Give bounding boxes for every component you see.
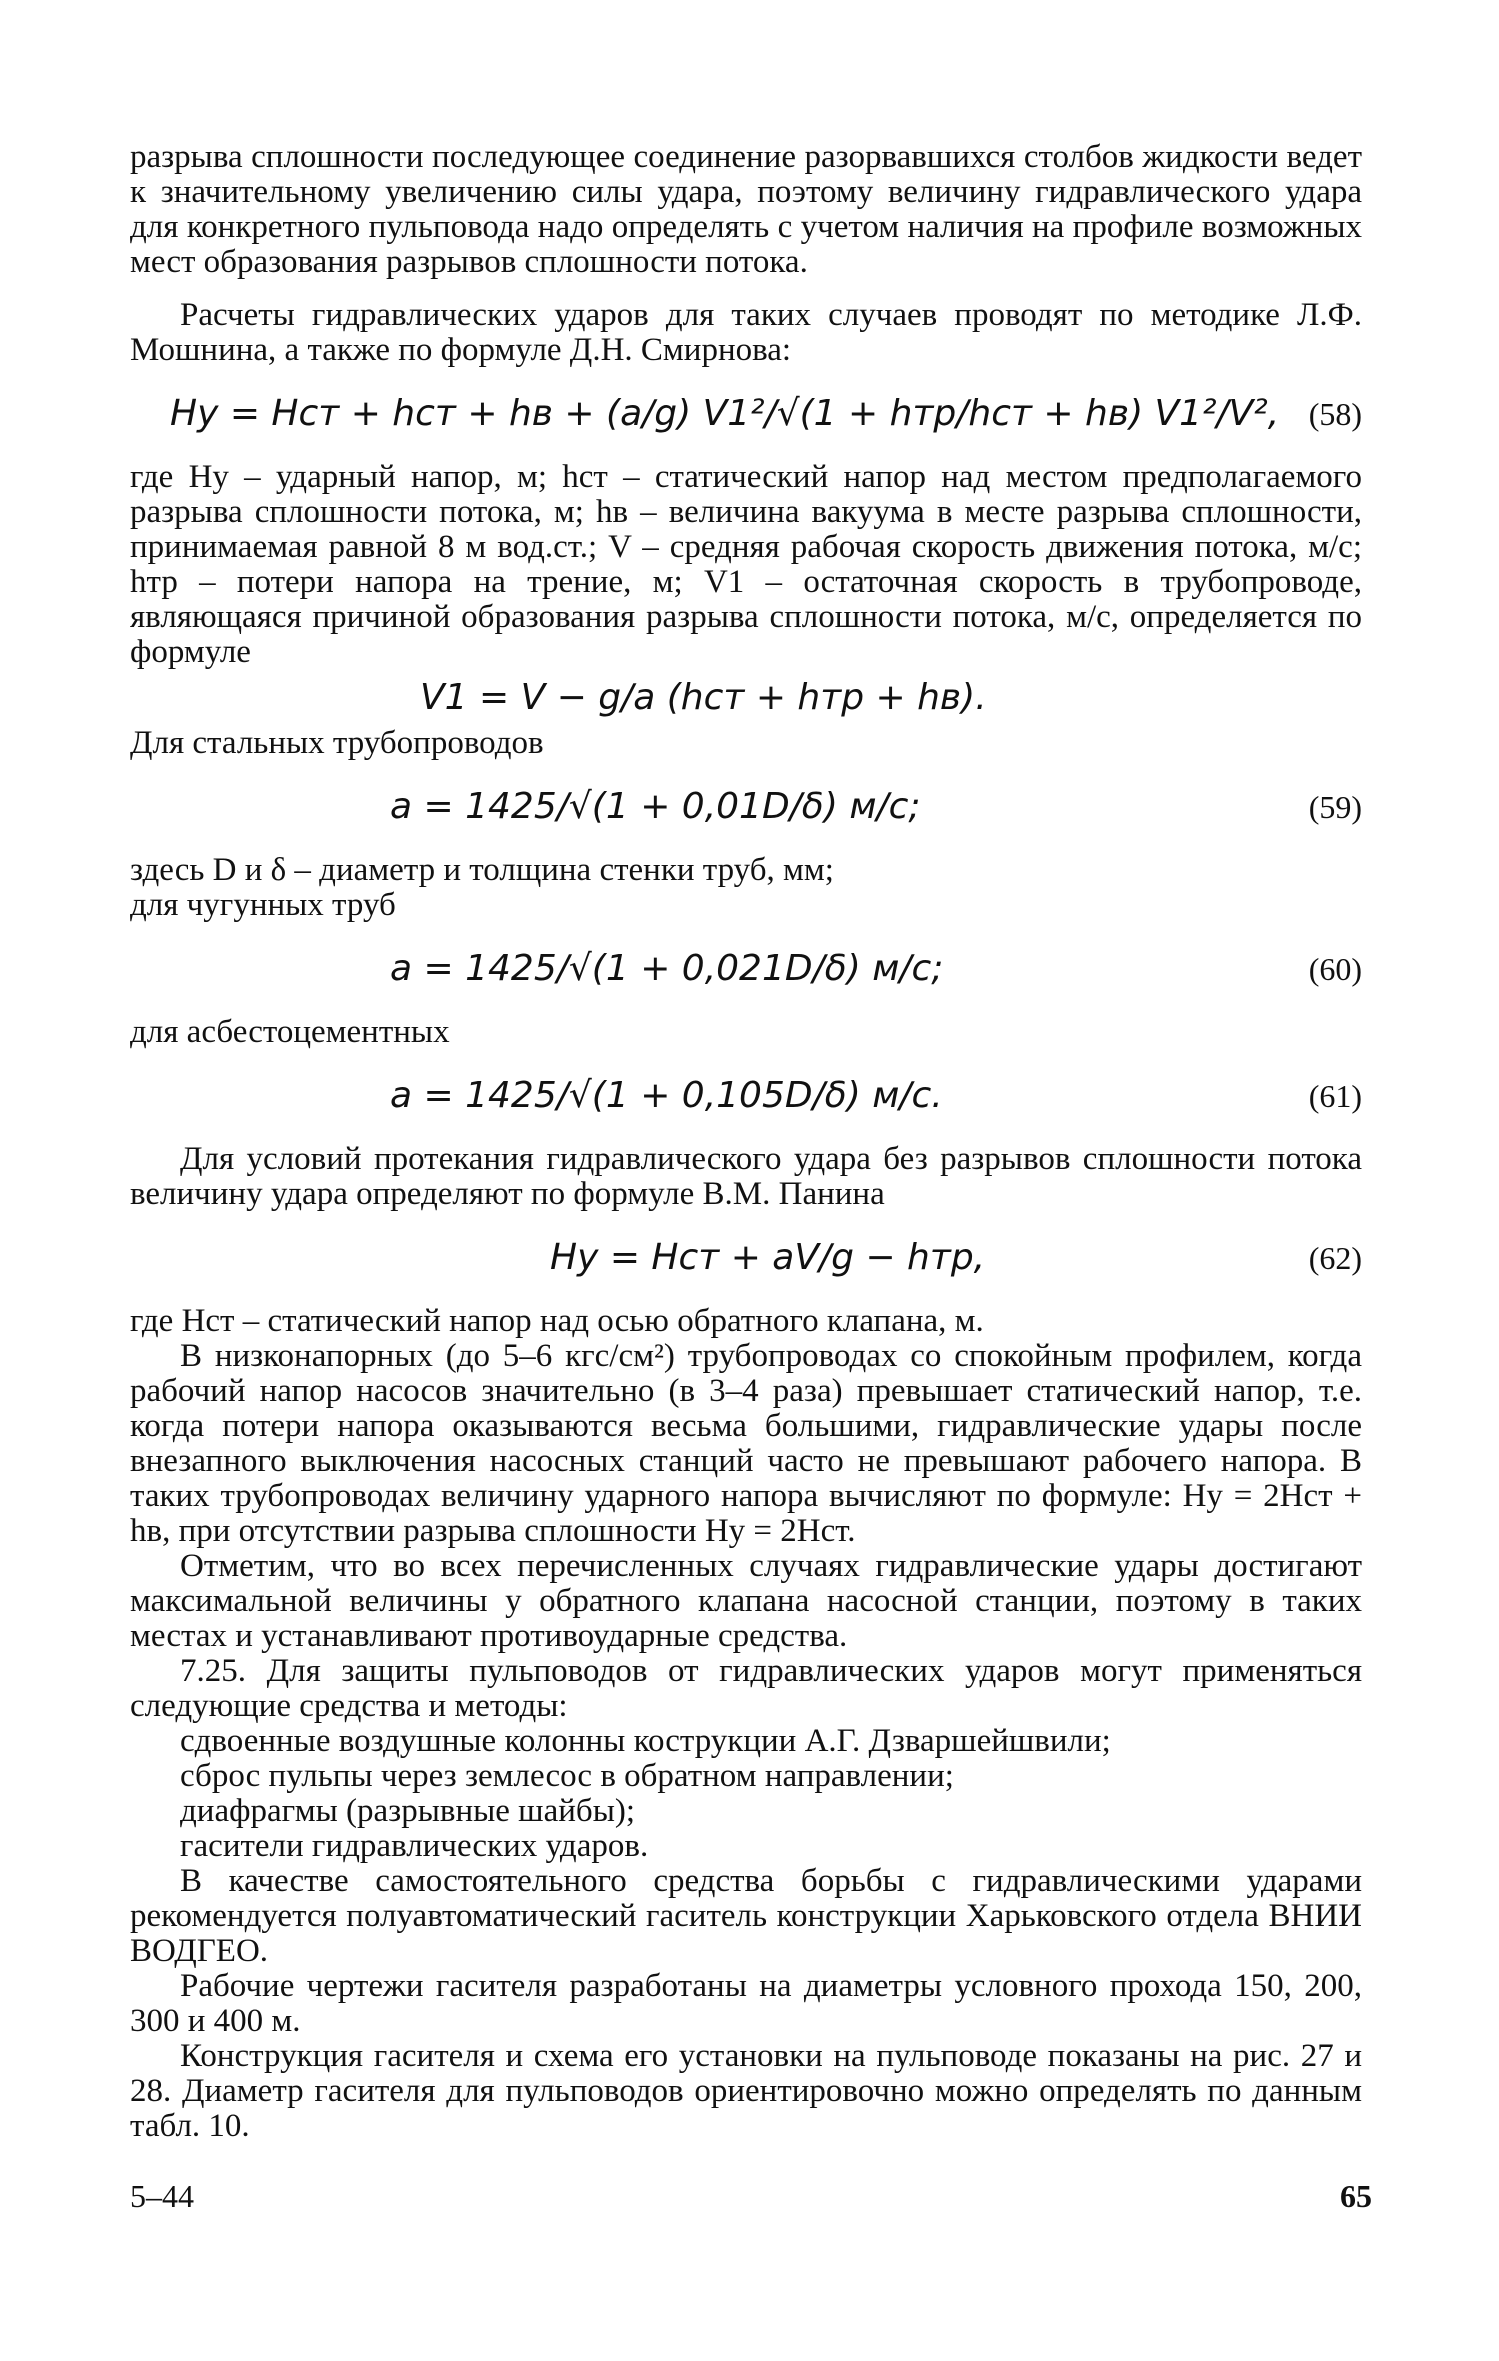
paragraph: 7.25. Для защиты пульповодов от гидравлических ударов могут применяться следующие средства и методы: (130, 1653, 1362, 1724)
equation-number: (62) (1308, 1240, 1362, 1276)
paragraph: где Hу – ударный напор, м; hст – статический напор над местом предполагаемого разрыва сплошности потока, м; hв – величина вакуума в месте разрыва сплошности, принимаемая равной 8 м вод.ст.; V – средняя рабочая скорость движения потока, м/с; hтр – потери напора на трение, м; V1 – остаточная скорость в трубопроводе, являющаяся причиной образования разрыва сплошности потока, м/с, определяется по формуле (130, 459, 1362, 670)
equation-61 (130, 1068, 1362, 1124)
list-item: гасители гидравлических ударов. (180, 1828, 649, 1864)
equation-number: (61) (1308, 1078, 1362, 1114)
equation-v1 (130, 670, 1362, 726)
equation-formula: Hу = Hст + aV/g − hтр, (550, 1237, 986, 1278)
signature-mark: 5–44 (130, 2178, 194, 2214)
equation-formula: a = 1425/√(1 + 0,01D/δ) м/с; (390, 786, 921, 827)
paragraph: здесь D и δ – диаметр и толщина стенки труб, мм; (130, 852, 834, 888)
equation-number: (59) (1308, 789, 1362, 825)
paragraph: для чугунных труб (130, 887, 396, 923)
paragraph: для асбестоцементных (130, 1014, 450, 1050)
list-item: сдвоенные воздушные колонны кострукции А.Г. Дзваршейшвили; (180, 1723, 1111, 1759)
methods-list (130, 1724, 1362, 1864)
equation-number: (60) (1308, 951, 1362, 987)
paragraph: Рабочие чертежи гасителя разработаны на диаметры условного прохода 150, 200, 300 и 400 м. (130, 1968, 1362, 2039)
list-item: сброс пульпы через землесос в обратном направлении; (180, 1758, 954, 1794)
paragraph: В низконапорных (до 5–6 кгс/см²) трубопроводах со спокойным профилем, когда рабочий напор насосов значительно (в 3–4 раза) превышает статический напор, т.е. когда потери напора оказываются весьма большими, гидравлические удары после внезапного выключения насосных станций часто не превышают рабочего напора. В таких трубопроводах величину ударного напора вычисляют по формуле: Hу = 2Hст + hв, при отсутствии разрыва сплошности Hу = 2Hст. (130, 1338, 1362, 1549)
equation-formula: Hу = Hст + hст + hв + (a/g) V1²/√(1 + hтр/hст + hв) V1²/V², (170, 393, 1280, 434)
paragraph: Для условий протекания гидравлического удара без разрывов сплошности потока величину удара определяют по формуле В.М. Панина (130, 1141, 1362, 1212)
equation-formula: a = 1425/√(1 + 0,021D/δ) м/с; (390, 948, 944, 989)
equation-60 (130, 941, 1362, 997)
page-body (130, 140, 1362, 2144)
paragraph: В качестве самостоятельного средства борьбы с гидравлическими ударами рекомендуется полуавтоматический гаситель конструкции Харьковского отдела ВНИИ ВОДГЕО. (130, 1863, 1362, 1969)
paragraph: разрыва сплошности последующее соединение разорвавшихся столбов жидкости ведет к значительному увеличению силы удара, поэтому величину гидравлического удара для конкретного пульповода надо определять с учетом наличия на профиле возможных мест образования разрывов сплошности потока. (130, 139, 1362, 280)
equation-59 (130, 779, 1362, 835)
equation-formula: a = 1425/√(1 + 0,105D/δ) м/с. (390, 1075, 943, 1116)
equation-58 (130, 386, 1362, 442)
paragraph: Для стальных трубопроводов (130, 725, 544, 761)
page-number: 65 (1340, 2178, 1372, 2214)
equation-number: (58) (1308, 396, 1362, 432)
paragraph: где Hст – статический напор над осью обратного клапана, м. (130, 1303, 984, 1339)
paragraph: Отметим, что во всех перечисленных случаях гидравлические удары достигают максимальной величины у обратного клапана насосной станции, поэтому в таких местах и устанавливают противоударные средства. (130, 1548, 1362, 1654)
paragraph: Конструкция гасителя и схема его установки на пульповоде показаны на рис. 27 и 28. Диаметр гасителя для пульповодов ориентировочно можно определять по данным табл. 10. (130, 2038, 1362, 2144)
equation-formula: V1 = V − g/a (hст + hтр + hв). (420, 677, 987, 718)
paragraph: Расчеты гидравлических ударов для таких случаев проводят по методике Л.Ф. Мошнина, а также по формуле Д.Н. Смирнова: (130, 297, 1362, 368)
list-item: диафрагмы (разрывные шайбы); (180, 1793, 636, 1829)
equation-62 (130, 1230, 1362, 1286)
